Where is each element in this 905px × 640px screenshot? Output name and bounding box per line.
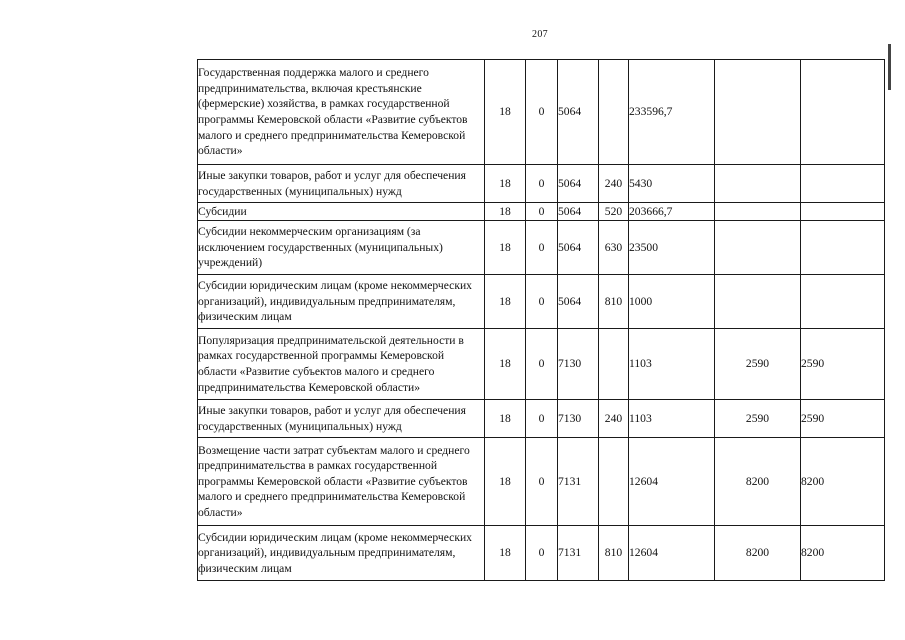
cell-amount-year2 xyxy=(715,221,801,275)
cell-amount-year1: 1103 xyxy=(629,400,715,438)
cell-target-code: 5064 xyxy=(558,221,599,275)
row-name: Популяризация предпринимательской деятельности в рамках государственной программы Кемеровской области «Развитие субъектов малого и среднего предпринимательства Кемеровской области» xyxy=(198,329,485,400)
cell-amount-year1: 1000 xyxy=(629,275,715,329)
cell-amount-year2 xyxy=(715,60,801,165)
cell-section: 18 xyxy=(485,165,526,203)
cell-target-code: 7130 xyxy=(558,329,599,400)
cell-expense-type: 810 xyxy=(599,526,629,581)
cell-target-code: 7131 xyxy=(558,438,599,526)
cell-amount-year2: 2590 xyxy=(715,329,801,400)
cell-subsection: 0 xyxy=(526,400,558,438)
cell-expense-type: 520 xyxy=(599,203,629,221)
cell-subsection: 0 xyxy=(526,438,558,526)
cell-target-code: 5064 xyxy=(558,203,599,221)
cell-section: 18 xyxy=(485,400,526,438)
cell-amount-year3 xyxy=(801,60,885,165)
cell-amount-year1: 12604 xyxy=(629,526,715,581)
cell-expense-type xyxy=(599,60,629,165)
table-row xyxy=(198,400,885,438)
table-row xyxy=(198,60,885,165)
cell-amount-year2: 8200 xyxy=(715,438,801,526)
cell-amount-year1: 5430 xyxy=(629,165,715,203)
table-row xyxy=(198,329,885,400)
cell-section: 18 xyxy=(485,221,526,275)
cell-amount-year3: 8200 xyxy=(801,526,885,581)
cell-expense-type: 240 xyxy=(599,400,629,438)
cell-section: 18 xyxy=(485,438,526,526)
cell-target-code: 5064 xyxy=(558,275,599,329)
cell-subsection: 0 xyxy=(526,60,558,165)
row-name: Возмещение части затрат субъектам малого и среднего предпринимательства в рамках государственной программы Кемеровской области «Развитие субъектов малого и среднего предпринимательства Кемеровской области» xyxy=(198,438,485,526)
cell-section: 18 xyxy=(485,203,526,221)
cell-target-code: 5064 xyxy=(558,165,599,203)
cell-amount-year3 xyxy=(801,203,885,221)
cell-expense-type xyxy=(599,438,629,526)
table-row xyxy=(198,438,885,526)
cell-expense-type: 810 xyxy=(599,275,629,329)
cell-amount-year2 xyxy=(715,275,801,329)
cell-subsection: 0 xyxy=(526,275,558,329)
cell-amount-year2: 8200 xyxy=(715,526,801,581)
table-row xyxy=(198,165,885,203)
cell-subsection: 0 xyxy=(526,165,558,203)
table-row xyxy=(198,275,885,329)
cell-expense-type: 630 xyxy=(599,221,629,275)
cell-subsection: 0 xyxy=(526,203,558,221)
cell-subsection: 0 xyxy=(526,221,558,275)
cell-expense-type: 240 xyxy=(599,165,629,203)
cell-section: 18 xyxy=(485,329,526,400)
row-name: Субсидии некоммерческим организациям (за исключением государственных (муниципальных) учреждений) xyxy=(198,221,485,275)
cell-amount-year3 xyxy=(801,221,885,275)
cell-amount-year1: 1103 xyxy=(629,329,715,400)
budget-table xyxy=(197,59,885,581)
cell-amount-year3 xyxy=(801,165,885,203)
row-name: Иные закупки товаров, работ и услуг для обеспечения государственных (муниципальных) нужд xyxy=(198,165,485,203)
page-number: 207 xyxy=(532,29,548,40)
scan-edge-mark xyxy=(888,44,891,90)
cell-target-code: 5064 xyxy=(558,60,599,165)
row-name: Иные закупки товаров, работ и услуг для обеспечения государственных (муниципальных) нужд xyxy=(198,400,485,438)
cell-amount-year2 xyxy=(715,203,801,221)
row-name: Субсидии xyxy=(198,203,485,221)
cell-amount-year1: 23500 xyxy=(629,221,715,275)
cell-amount-year3: 2590 xyxy=(801,329,885,400)
cell-amount-year2 xyxy=(715,165,801,203)
cell-amount-year1: 233596,7 xyxy=(629,60,715,165)
cell-section: 18 xyxy=(485,526,526,581)
row-name: Субсидии юридическим лицам (кроме некоммерческих организаций), индивидуальным предпринимателям, физическим лицам xyxy=(198,275,485,329)
cell-section: 18 xyxy=(485,275,526,329)
cell-target-code: 7131 xyxy=(558,526,599,581)
cell-subsection: 0 xyxy=(526,526,558,581)
cell-target-code: 7130 xyxy=(558,400,599,438)
table-row xyxy=(198,221,885,275)
table-row xyxy=(198,526,885,581)
row-name: Государственная поддержка малого и среднего предпринимательства, включая крестьянские (фермерские) хозяйства, в рамках государственной программы Кемеровской области «Развитие субъектов малого и среднего предпринимательства Кемеровской области» xyxy=(198,60,485,165)
cell-section: 18 xyxy=(485,60,526,165)
cell-amount-year1: 203666,7 xyxy=(629,203,715,221)
table-row xyxy=(198,203,885,221)
cell-amount-year3: 2590 xyxy=(801,400,885,438)
cell-amount-year3: 8200 xyxy=(801,438,885,526)
cell-subsection: 0 xyxy=(526,329,558,400)
cell-amount-year1: 12604 xyxy=(629,438,715,526)
cell-expense-type xyxy=(599,329,629,400)
cell-amount-year3 xyxy=(801,275,885,329)
cell-amount-year2: 2590 xyxy=(715,400,801,438)
row-name: Субсидии юридическим лицам (кроме некоммерческих организаций), индивидуальным предпринимателям, физическим лицам xyxy=(198,526,485,581)
